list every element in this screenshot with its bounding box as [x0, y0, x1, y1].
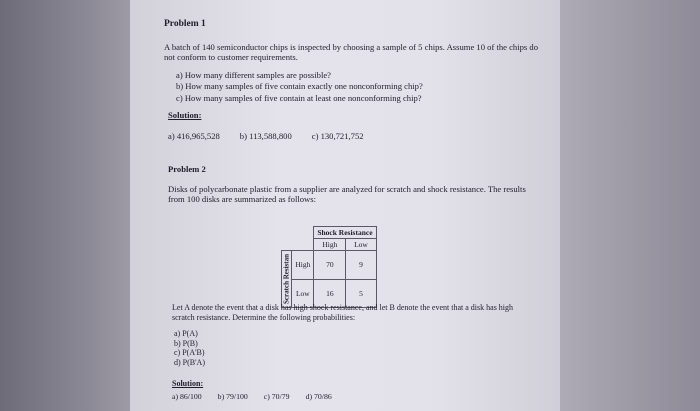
col-level-low: Low [346, 239, 376, 251]
problem2-answers [172, 392, 348, 402]
scratch-resistance-header: Scratch Resistan [282, 251, 292, 308]
problem2-body: Disks of polycarbonate plastic from a supplier are analyzed for scratch and shock resistance. The results from 100 disks are summarized as follows: [168, 184, 526, 205]
problem2-answer-d: d) 70/86 [305, 392, 332, 401]
table-cell: 16 [314, 279, 346, 307]
problem1-question-c: c) How many samples of five contain at least one nonconforming chip? [176, 92, 422, 103]
problem2-question-list [174, 329, 205, 367]
problem1-question-a: a) How many different samples are possible? [176, 70, 331, 80]
shock-resistance-header: Shock Resistance [314, 227, 376, 239]
problem2-question-b: b) P(B) [174, 338, 198, 348]
problem1-question-list [176, 70, 423, 104]
problem1-answers [168, 131, 428, 141]
problem2-answer-a: a) 86/100 [172, 392, 202, 401]
row-label-low: Low [292, 279, 314, 307]
row-label-high: High [292, 251, 314, 279]
problem2-title: Problem 2 [168, 164, 206, 174]
problem1-answer-a: a) 416,965,528 [168, 131, 220, 141]
problem2-question-d: d) P(B'A) [174, 357, 205, 367]
problem1-question-b: b) How many samples of five contain exactly one nonconforming chip? [176, 81, 423, 92]
table-cell: 5 [346, 279, 376, 307]
problem2-answer-b: b) 79/100 [217, 392, 248, 401]
col-level-high: High [314, 239, 346, 251]
table-corner [292, 239, 314, 251]
problem1-answer-c: c) 130,721,752 [311, 131, 364, 141]
table-cell: 70 [314, 251, 346, 279]
problem1-answer-b: b) 113,588,800 [239, 131, 292, 141]
problem1-title: Problem 1 [164, 19, 206, 29]
problem2-answer-c: c) 70/79 [263, 392, 290, 401]
problem1-body: A batch of 140 semiconductor chips is inspected by choosing a sample of 5 chips. Assume 10 of the chips do not conform to customer requirements. [164, 42, 539, 63]
background-left [0, 0, 150, 411]
table-corner [292, 227, 314, 239]
table-corner [282, 227, 292, 239]
table-corner [282, 239, 292, 251]
problem2-question-c: c) P(A'B) [174, 348, 205, 358]
problem2-event-definition: Let A denote the event that a disk has high shock resistance, and let B denote the event that a disk has high scratch resistance. Determine the following probabilities: [172, 303, 514, 322]
problem2-solution-label: Solution: [172, 379, 204, 388]
problem1-solution-label: Solution: [168, 110, 202, 120]
resistance-table [281, 226, 377, 308]
table-cell: 9 [346, 251, 376, 279]
document-content [160, 0, 560, 411]
problem2-question-a: a) P(A) [174, 329, 198, 338]
